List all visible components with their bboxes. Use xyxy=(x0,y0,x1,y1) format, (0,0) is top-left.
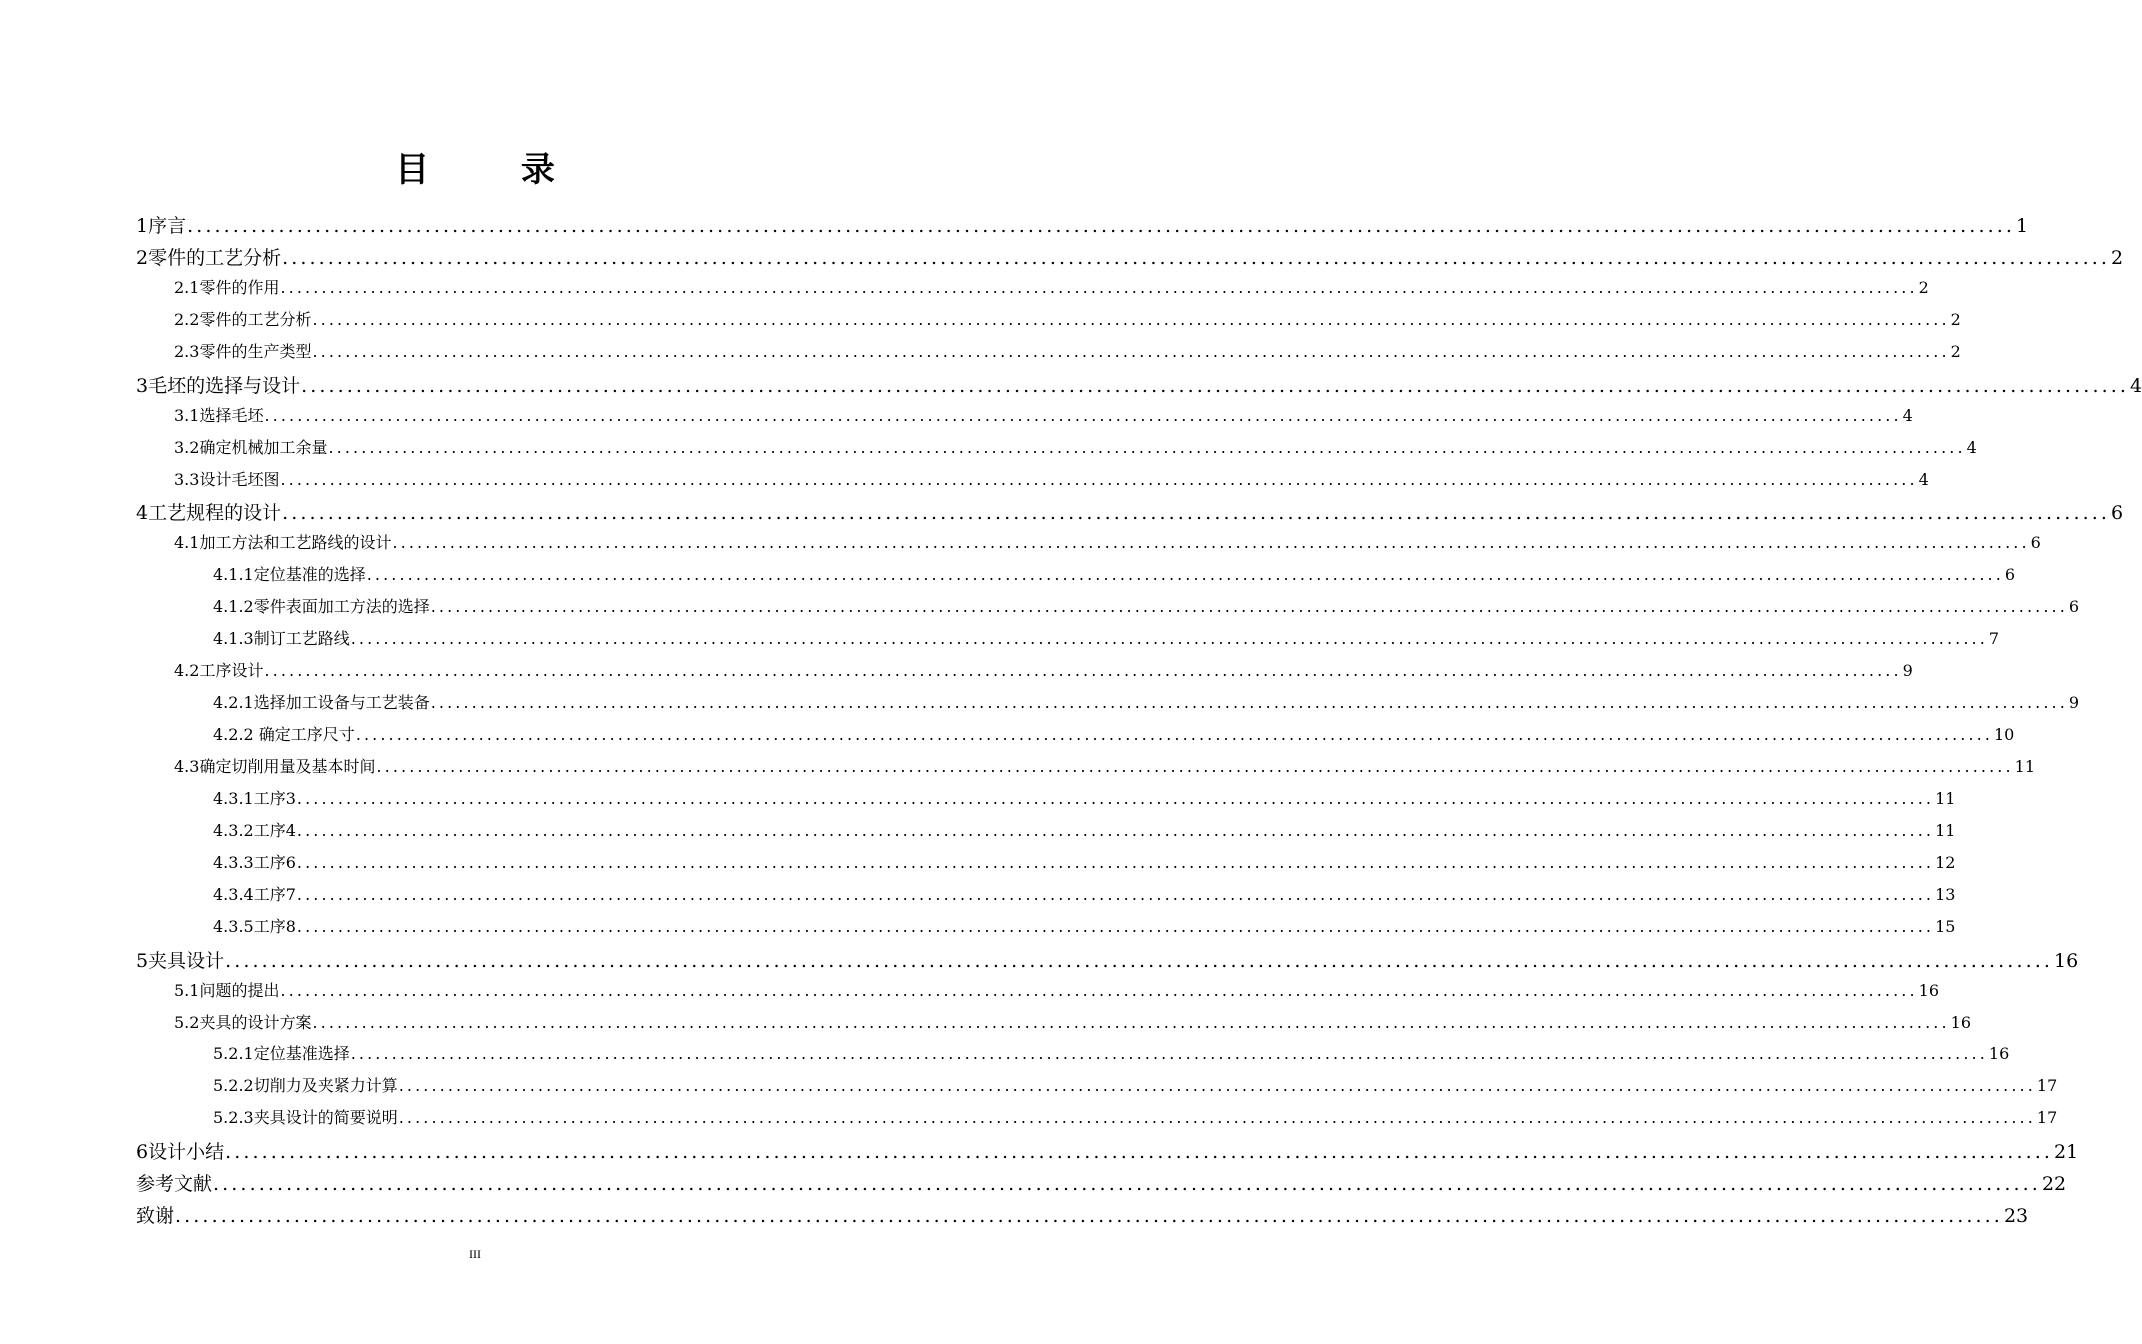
toc-entry-label: 5夹具设计 xyxy=(136,949,225,972)
toc-entry-label: 3毛坯的选择与设计 xyxy=(136,374,301,397)
toc-dot-leader: ........................................................................................................................................................................................................ xyxy=(312,341,1950,361)
toc-dot-leader: ........................................................................................................................................................................................................ xyxy=(213,1173,2041,1196)
toc-dot-leader: ........................................................................................................................................................................................................ xyxy=(296,820,1935,840)
toc-entry-page: 16 xyxy=(1918,980,1939,1000)
toc-entry-page: 15 xyxy=(1935,916,1956,936)
toc-entry[interactable] xyxy=(213,722,2015,746)
toc-entry[interactable] xyxy=(174,339,1961,363)
toc-entry-page: 7 xyxy=(1988,629,2000,649)
toc-entry[interactable] xyxy=(174,403,1913,427)
toc-entry-label: 参考文献 xyxy=(136,1173,213,1196)
toc-dot-leader: ........................................................................................................................................................................................................ xyxy=(350,1044,1988,1064)
toc-entry-page: 13 xyxy=(1935,884,1956,904)
toc-dot-leader: ........................................................................................................................................................................................................ xyxy=(187,215,2016,237)
toc-dot-leader: ........................................................................................................................................................................................................ xyxy=(301,374,2130,397)
toc-entry[interactable] xyxy=(213,850,1956,874)
toc-entry[interactable] xyxy=(213,690,2080,714)
toc-entry-label: 4.1.3制订工艺路线 xyxy=(213,629,350,649)
toc-dot-leader: ........................................................................................................................................................................................................ xyxy=(398,1108,2036,1128)
toc-dot-leader: ........................................................................................................................................................................................................ xyxy=(296,852,1935,872)
toc-entry[interactable] xyxy=(213,882,1956,906)
toc-dot-leader: ........................................................................................................................................................................................................ xyxy=(350,629,1988,649)
toc-entry[interactable] xyxy=(213,914,1956,938)
toc-entry-label: 4.3.1工序3 xyxy=(213,788,296,808)
toc-entry[interactable] xyxy=(174,435,1977,459)
toc-entry[interactable] xyxy=(213,818,1956,842)
toc-entry-label: 3.3设计毛坯图 xyxy=(174,469,280,489)
toc-entry-label: 4.3.2工序4 xyxy=(213,820,296,840)
toc-entry-page: 17 xyxy=(2036,1108,2058,1128)
toc-dot-leader: ........................................................................................................................................................................................................ xyxy=(328,437,1966,457)
toc-entry-label: 致谢 xyxy=(136,1205,175,1228)
toc-entry-page: 23 xyxy=(2003,1205,2029,1228)
toc-dot-leader: ........................................................................................................................................................................................................ xyxy=(296,788,1935,808)
toc-entry-label: 2.1零件的作用 xyxy=(174,277,280,297)
toc-dot-leader: ........................................................................................................................................................................................................ xyxy=(312,1012,1950,1032)
toc-entry-page: 4 xyxy=(1918,469,1929,489)
toc-entry-label: 2.3零件的生产类型 xyxy=(174,341,312,361)
toc-entry-page: 4 xyxy=(2130,374,2142,397)
toc-entry-label: 5.2.2切削力及夹紧力计算 xyxy=(213,1076,398,1096)
toc-dot-leader: ........................................................................................................................................................................................................ xyxy=(392,533,2030,553)
toc-entry-label: 4.3.5工序8 xyxy=(213,916,296,936)
toc-dot-leader: ........................................................................................................................................................................................................ xyxy=(296,884,1935,904)
toc-entry-page: 10 xyxy=(1994,725,2015,745)
toc-entry-page: 1 xyxy=(2016,215,2029,237)
toc-entry[interactable] xyxy=(136,243,2124,269)
toc-entry-page: 16 xyxy=(1950,1012,1971,1032)
toc-entry-page: 6 xyxy=(2030,533,2041,553)
toc-entry-label: 2.2零件的工艺分析 xyxy=(174,309,312,329)
toc-dot-leader: ........................................................................................................................................................................................................ xyxy=(282,246,2111,269)
toc-entry-label: 4.1加工方法和工艺路线的设计 xyxy=(174,533,392,553)
toc-entry-label: 4.3.3工序6 xyxy=(213,852,296,872)
toc-dot-leader: ........................................................................................................................................................................................................ xyxy=(312,309,1950,329)
toc-title: 目 录 xyxy=(395,150,595,190)
toc-entry-page: 22 xyxy=(2041,1173,2067,1196)
toc-entry[interactable] xyxy=(136,371,2142,397)
toc-entry-page: 9 xyxy=(1902,661,1913,681)
toc-entry[interactable] xyxy=(213,1105,2058,1129)
toc-entry-page: 21 xyxy=(2054,1141,2079,1164)
toc-entry-label: 4.2.2 确定工序尺寸 xyxy=(213,725,355,745)
toc-entry-page: 2 xyxy=(1950,309,1961,329)
toc-dot-leader: ........................................................................................................................................................................................................ xyxy=(264,661,1902,681)
toc-entry[interactable] xyxy=(136,1201,2029,1228)
toc-dot-leader: ........................................................................................................................................................................................................ xyxy=(366,565,2004,585)
toc-entry-page: 4 xyxy=(1902,405,1913,425)
toc-entry-label: 2零件的工艺分析 xyxy=(136,246,282,269)
toc-entry-page: 11 xyxy=(2014,756,2035,776)
toc-dot-leader: ........................................................................................................................................................................................................ xyxy=(282,502,2111,525)
toc-dot-leader: ........................................................................................................................................................................................................ xyxy=(430,597,2068,617)
toc-dot-leader: ........................................................................................................................................................................................................ xyxy=(175,1205,2003,1228)
toc-dot-leader: ........................................................................................................................................................................................................ xyxy=(280,980,1918,1000)
toc-entry-label: 5.2.3夹具设计的简要说明 xyxy=(213,1108,398,1128)
toc-entry-page: 4 xyxy=(1966,437,1977,457)
toc-entry-label: 4工艺规程的设计 xyxy=(136,502,282,525)
toc-entry[interactable] xyxy=(174,530,2041,554)
toc-entry-page: 2 xyxy=(2111,246,2124,269)
toc-entry-page: 2 xyxy=(1918,277,1929,297)
toc-entry[interactable] xyxy=(136,211,2029,237)
toc-entry[interactable] xyxy=(174,754,2035,778)
toc-entry-label: 5.2.1定位基准选择 xyxy=(213,1044,350,1064)
toc-entry-label: 6设计小结 xyxy=(136,1141,225,1164)
toc-dot-leader: ........................................................................................................................................................................................................ xyxy=(225,1141,2054,1164)
toc-entry[interactable] xyxy=(213,786,1956,810)
toc-entry-page: 9 xyxy=(2068,693,2080,713)
toc-dot-leader: ........................................................................................................................................................................................................ xyxy=(280,469,1918,489)
toc-entry-page: 6 xyxy=(2111,502,2124,525)
toc-entry-label: 5.2夹具的设计方案 xyxy=(174,1012,312,1032)
toc-entry[interactable] xyxy=(213,594,2080,618)
toc-entry-label: 4.3确定切削用量及基本时间 xyxy=(174,756,376,776)
toc-entry-page: 2 xyxy=(1950,341,1961,361)
toc-entry[interactable] xyxy=(174,275,1929,299)
toc-entry[interactable] xyxy=(174,978,1939,1002)
toc-entry[interactable] xyxy=(174,1010,1971,1034)
toc-dot-leader: ........................................................................................................................................................................................................ xyxy=(398,1076,2036,1096)
toc-entry-page: 17 xyxy=(2036,1076,2058,1096)
toc-dot-leader: ........................................................................................................................................................................................................ xyxy=(280,277,1918,297)
toc-entry-page: 16 xyxy=(1988,1044,2010,1064)
toc-entry-page: 6 xyxy=(2004,565,2016,585)
toc-entry-label: 3.1选择毛坯 xyxy=(174,405,264,425)
toc-dot-leader: ........................................................................................................................................................................................................ xyxy=(376,756,2014,776)
toc-entry[interactable] xyxy=(213,626,2000,650)
toc-entry[interactable] xyxy=(136,1137,2079,1164)
toc-entry-page: 11 xyxy=(1935,788,1956,808)
toc-dot-leader: ........................................................................................................................................................................................................ xyxy=(355,725,1993,745)
toc-entry[interactable] xyxy=(174,467,1929,491)
toc-entry[interactable] xyxy=(174,307,1961,331)
toc-entry-label: 4.1.2零件表面加工方法的选择 xyxy=(213,597,430,617)
toc-entry[interactable] xyxy=(213,1073,2058,1097)
toc-entry-page: 12 xyxy=(1935,852,1956,872)
toc-dot-leader: ........................................................................................................................................................................................................ xyxy=(225,949,2054,972)
toc-entry-page: 16 xyxy=(2054,949,2079,972)
toc-entry[interactable] xyxy=(174,658,1913,682)
page-number-footer: III xyxy=(469,1247,481,1261)
toc-entry[interactable] xyxy=(136,1169,2067,1196)
toc-entry-label: 4.1.1定位基准的选择 xyxy=(213,565,366,585)
toc-entry-page: 6 xyxy=(2068,597,2080,617)
toc-entry-label: 4.3.4工序7 xyxy=(213,884,296,904)
toc-entry-page: 11 xyxy=(1935,820,1956,840)
toc-dot-leader: ........................................................................................................................................................................................................ xyxy=(430,693,2068,713)
toc-entry-label: 4.2.1选择加工设备与工艺装备 xyxy=(213,693,430,713)
toc-entry-label: 1序言 xyxy=(136,215,187,237)
toc-entry[interactable] xyxy=(213,1041,2010,1065)
toc-entry[interactable] xyxy=(136,498,2124,525)
toc-entry[interactable] xyxy=(213,562,2016,586)
toc-dot-leader: ........................................................................................................................................................................................................ xyxy=(296,916,1935,936)
toc-entry-label: 3.2确定机械加工余量 xyxy=(174,437,328,457)
toc-dot-leader: ........................................................................................................................................................................................................ xyxy=(264,405,1902,425)
toc-entry-label: 4.2工序设计 xyxy=(174,661,264,681)
toc-entry-label: 5.1问题的提出 xyxy=(174,980,280,1000)
toc-entry[interactable] xyxy=(136,946,2079,972)
